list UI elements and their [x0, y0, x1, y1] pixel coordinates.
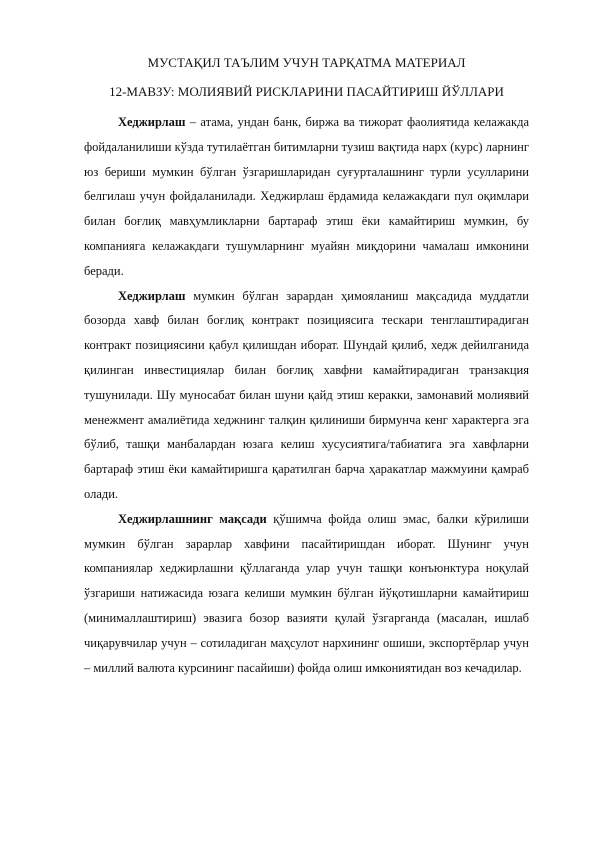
- paragraph-3-term: Хеджирлашнинг мақсади: [118, 511, 267, 526]
- paragraph-1-text: – атама, ундан банк, биржа ва тижорат фаолиятида келажакда фойдаланилиши кўзда тутилаётган битимларни тузиш вақтида нарх (курс) ларнинг юз бериши мумкин бўлган ўзгаришларидан суғурталашнинг турли усулларини белгилаш учун фойдаланилади. Хеджирлаш ёрдамида келажакдаги пул оқимлари билан боғлиқ мавҳумликларни бартараф этиш ёки камайтириш мумкин, бу компанияга келажакдаги тушумларнинг муайян миқдорини чамалаш имконини беради.: [84, 115, 529, 278]
- paragraph-2-term: Хеджирлаш: [118, 288, 186, 303]
- paragraph-3-text: қўшимча фойда олиш эмас, балки кўрилиши мумкин бўлган зарарлар хавфини пасайтиришдан иборат. Шунинг учун компаниялар хеджирлашни қўллаганда улар учун ташқи конъюнктура ноқулай ўзгариши натижасида юзага келиши мумкин бўлган йўқотишларни камайтириш (минималлаштириш) эвазига бозор вазияти қулай ўзгарганда (масалан, ишлаб чиқарувчилар учун – сотиладиган маҳсулот нархининг ошиши, экспортёрлар учун – миллий валюта курсининг пасайиши) фойда олиш имкониятидан воз кечадилар.: [84, 511, 529, 675]
- paragraph-2-text: мумкин бўлган зарардан ҳимояланиш мақсадида муддатли бозорда хавф билан боғлиқ контракт позициясига тескари тенглаштирадиган контракт позициясини қабул қилишдан иборат. Шундай қилиб, хедж дейилганида қилинган инвестициялар билан боғлиқ хавфни камайтирадиган транзакция тушунилади. Шу муносабат билан шуни қайд этиш керакки, замонавий молиявий менежмент амалиётида хеджнинг талқин қилиниши бирмунча кенг характерга эга бўлиб, ташқи манбалардан юзага келиш хусусиятига/табиатига эга хавфларни бартараф этиш ёки камайтиришга қаратилган барча ҳаракатлар мажмуини қамраб олади.: [84, 288, 529, 501]
- paragraph-1-term: Хеджирлаш: [118, 115, 186, 129]
- paragraph-1: [84, 110, 529, 284]
- document-title: МУСТАҚИЛ ТАЪЛИМ УЧУН ТАРҚАТМА МАТЕРИАЛ: [147, 55, 466, 70]
- topic-title: 12-МАВЗУ: МОЛИЯВИЙ РИСКЛАРИНИ ПАСАЙТИРИШ ЙЎЛЛАРИ: [109, 84, 504, 99]
- document-page: [84, 55, 529, 680]
- paragraph-2: [84, 284, 529, 507]
- paragraph-3: [84, 507, 529, 681]
